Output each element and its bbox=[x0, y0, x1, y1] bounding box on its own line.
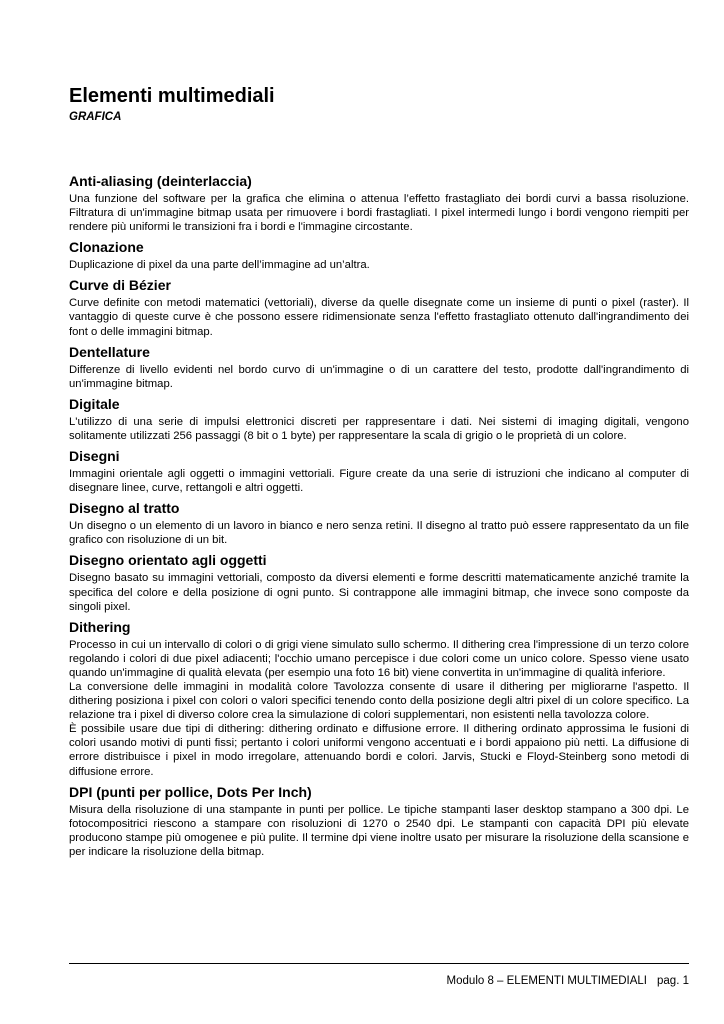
entry-term: Dithering bbox=[69, 618, 131, 635]
glossary-entry bbox=[69, 552, 689, 613]
glossary-entry bbox=[69, 239, 689, 272]
definition-paragraph: L'utilizzo di una serie di impulsi elettronici discreti per rappresentare i dati. Nei sistemi di imaging digitali, vengono solitamente utilizzati 256 passaggi (8 bit o 1 byte) per rappresentare la scala di grigio o le proprietà di un colore. bbox=[69, 415, 689, 442]
entry-term: Disegno al tratto bbox=[69, 500, 180, 517]
entry-definition bbox=[69, 571, 689, 613]
footer-divider bbox=[69, 963, 689, 964]
definition-paragraph: Curve definite con metodi matematici (vettoriali), diverse da quelle disegnate come un insieme di punti o pixel (raster). Il vantaggio di queste curve è che possono essere ridimensionate senza l'effetto frastagliato ottenuto dall'ingrandimento dei font o delle immagini bitmap. bbox=[69, 297, 689, 338]
glossary-entries bbox=[69, 173, 689, 859]
entry-definition bbox=[69, 467, 689, 495]
document-page bbox=[69, 84, 689, 864]
definition-paragraph: Processo in cui un intervallo di colori o di grigi viene simulato sullo schermo. Il dithering crea l'impressione di un terzo colore regolando i colori di due pixel adiacenti; l'occhio umano percepisce i due colori come un unico colore. Spesso viene usato quando un'immagine di qualità elevata (per esempio una foto 16 bit) viene convertita in un'immagine di qualità inferiore. bbox=[69, 638, 689, 679]
definition-paragraph: Duplicazione di pixel da una parte dell’immagine ad un’altra. bbox=[69, 259, 370, 272]
entry-definition bbox=[69, 192, 689, 234]
entry-definition bbox=[69, 296, 689, 338]
definition-paragraph: Misura della risoluzione di una stampante in punti per pollice. Le tipiche stampanti laser desktop stampano a 300 dpi. Le fotocompositrici riescono a stampare con risoluzioni di 1270 o 2540 dpi. Le stampanti con capacità DPI più elevate producono stampe più omogenee e più pulite. Il termine dpi viene inoltre usato per misurare la risoluzione della scansione e per indicare la risoluzione della bitmap. bbox=[69, 803, 689, 858]
glossary-entry bbox=[69, 396, 689, 443]
document-subtitle: GRAFICA bbox=[69, 111, 122, 123]
entry-term: DPI (punti per pollice, Dots Per Inch) bbox=[69, 783, 312, 800]
entry-definition bbox=[69, 415, 689, 443]
glossary-entry bbox=[69, 277, 689, 338]
glossary-entry bbox=[69, 344, 689, 391]
definition-paragraph: Disegno basato su immagini vettoriali, composto da diversi elementi e forme descritti matematicamente anziché tramite la specifica del colore e della posizione di ogni punto. Si contrappone alle immagini bitmap, che invece sono composte da singoli pixel. bbox=[69, 572, 689, 613]
entry-term: Disegni bbox=[69, 448, 120, 465]
definition-paragraph: Una funzione del software per la grafica che elimina o attenua l’effetto frastagliato dei bordi curvi a bassa risoluzione. Filtratura di un'immagine bitmap usata per rimuovere i bordi frastagliati. I pixel intermedi lungo i bordi vengono riempiti per rendere più uniformi le transizioni fra i bordi e l'immagine circostante. bbox=[69, 193, 689, 234]
entry-term: Anti-aliasing (deinterlaccia) bbox=[69, 173, 252, 189]
definition-paragraph: È possibile usare due tipi di dithering: dithering ordinato e diffusione errore. Il dithering ordinato approssima le fusioni di colori usando motivi di punti fissi; pertanto i colori uniformi vengono accentuati e i bordi appaiono più netti. La diffusione di errore distribuisce i pixel in modo irregolare, attenuando bordi e colori. Jarvis, Stucki e Floyd-Steinberg sono metodi di diffusione errore. bbox=[69, 723, 689, 778]
page-footer bbox=[69, 974, 689, 988]
entry-term: Digitale bbox=[69, 395, 120, 412]
footer-module-label: Modulo 8 – ELEMENTI MULTIMEDIALI bbox=[446, 975, 648, 987]
footer-page-number: pag. 1 bbox=[657, 975, 689, 987]
entry-definition bbox=[69, 638, 689, 779]
entry-definition bbox=[69, 519, 689, 547]
entry-definition bbox=[69, 803, 689, 859]
definition-paragraph: Differenze di livello evidenti nel bordo curvo di un'immagine o di un carattere del testo, prodotte dall'ingrandimento di un'immagine bitmap. bbox=[69, 363, 689, 390]
glossary-entry bbox=[69, 784, 689, 859]
definition-paragraph: Immagini orientale agli oggetti o immagini vettoriali. Figure create da una serie di istruzioni che indicano al computer di disegnare linee, curve, rettangoli e altri oggetti. bbox=[69, 468, 689, 495]
definition-paragraph: Un disegno o un elemento di un lavoro in bianco e nero senza retini. Il disegno al tratto può essere rappresentato da un file grafico con risoluzione di un bit. bbox=[69, 520, 689, 547]
entry-term: Clonazione bbox=[69, 239, 144, 256]
glossary-entry bbox=[69, 500, 689, 547]
entry-definition bbox=[69, 363, 689, 391]
glossary-entry bbox=[69, 448, 689, 495]
entry-term: Curve di Bézier bbox=[69, 277, 171, 294]
glossary-entry bbox=[69, 173, 689, 234]
entry-definition bbox=[69, 258, 689, 272]
entry-term: Dentellature bbox=[69, 343, 150, 360]
document-title: Elementi multimediali bbox=[69, 85, 275, 107]
definition-paragraph: La conversione delle immagini in modalità colore Tavolozza consente di usare il dithering per migliorarne l'aspetto. Il dithering posiziona i pixel con colori o valori specifici tenendo conto della posizione degli altri pixel di un colore specifico. La relazione tra i pixel di diverso colore crea la simulazione di colori supplementari, non esistenti nella tavolozza colore. bbox=[69, 680, 689, 722]
glossary-entry bbox=[69, 619, 689, 779]
entry-term: Disegno orientato agli oggetti bbox=[69, 552, 267, 569]
